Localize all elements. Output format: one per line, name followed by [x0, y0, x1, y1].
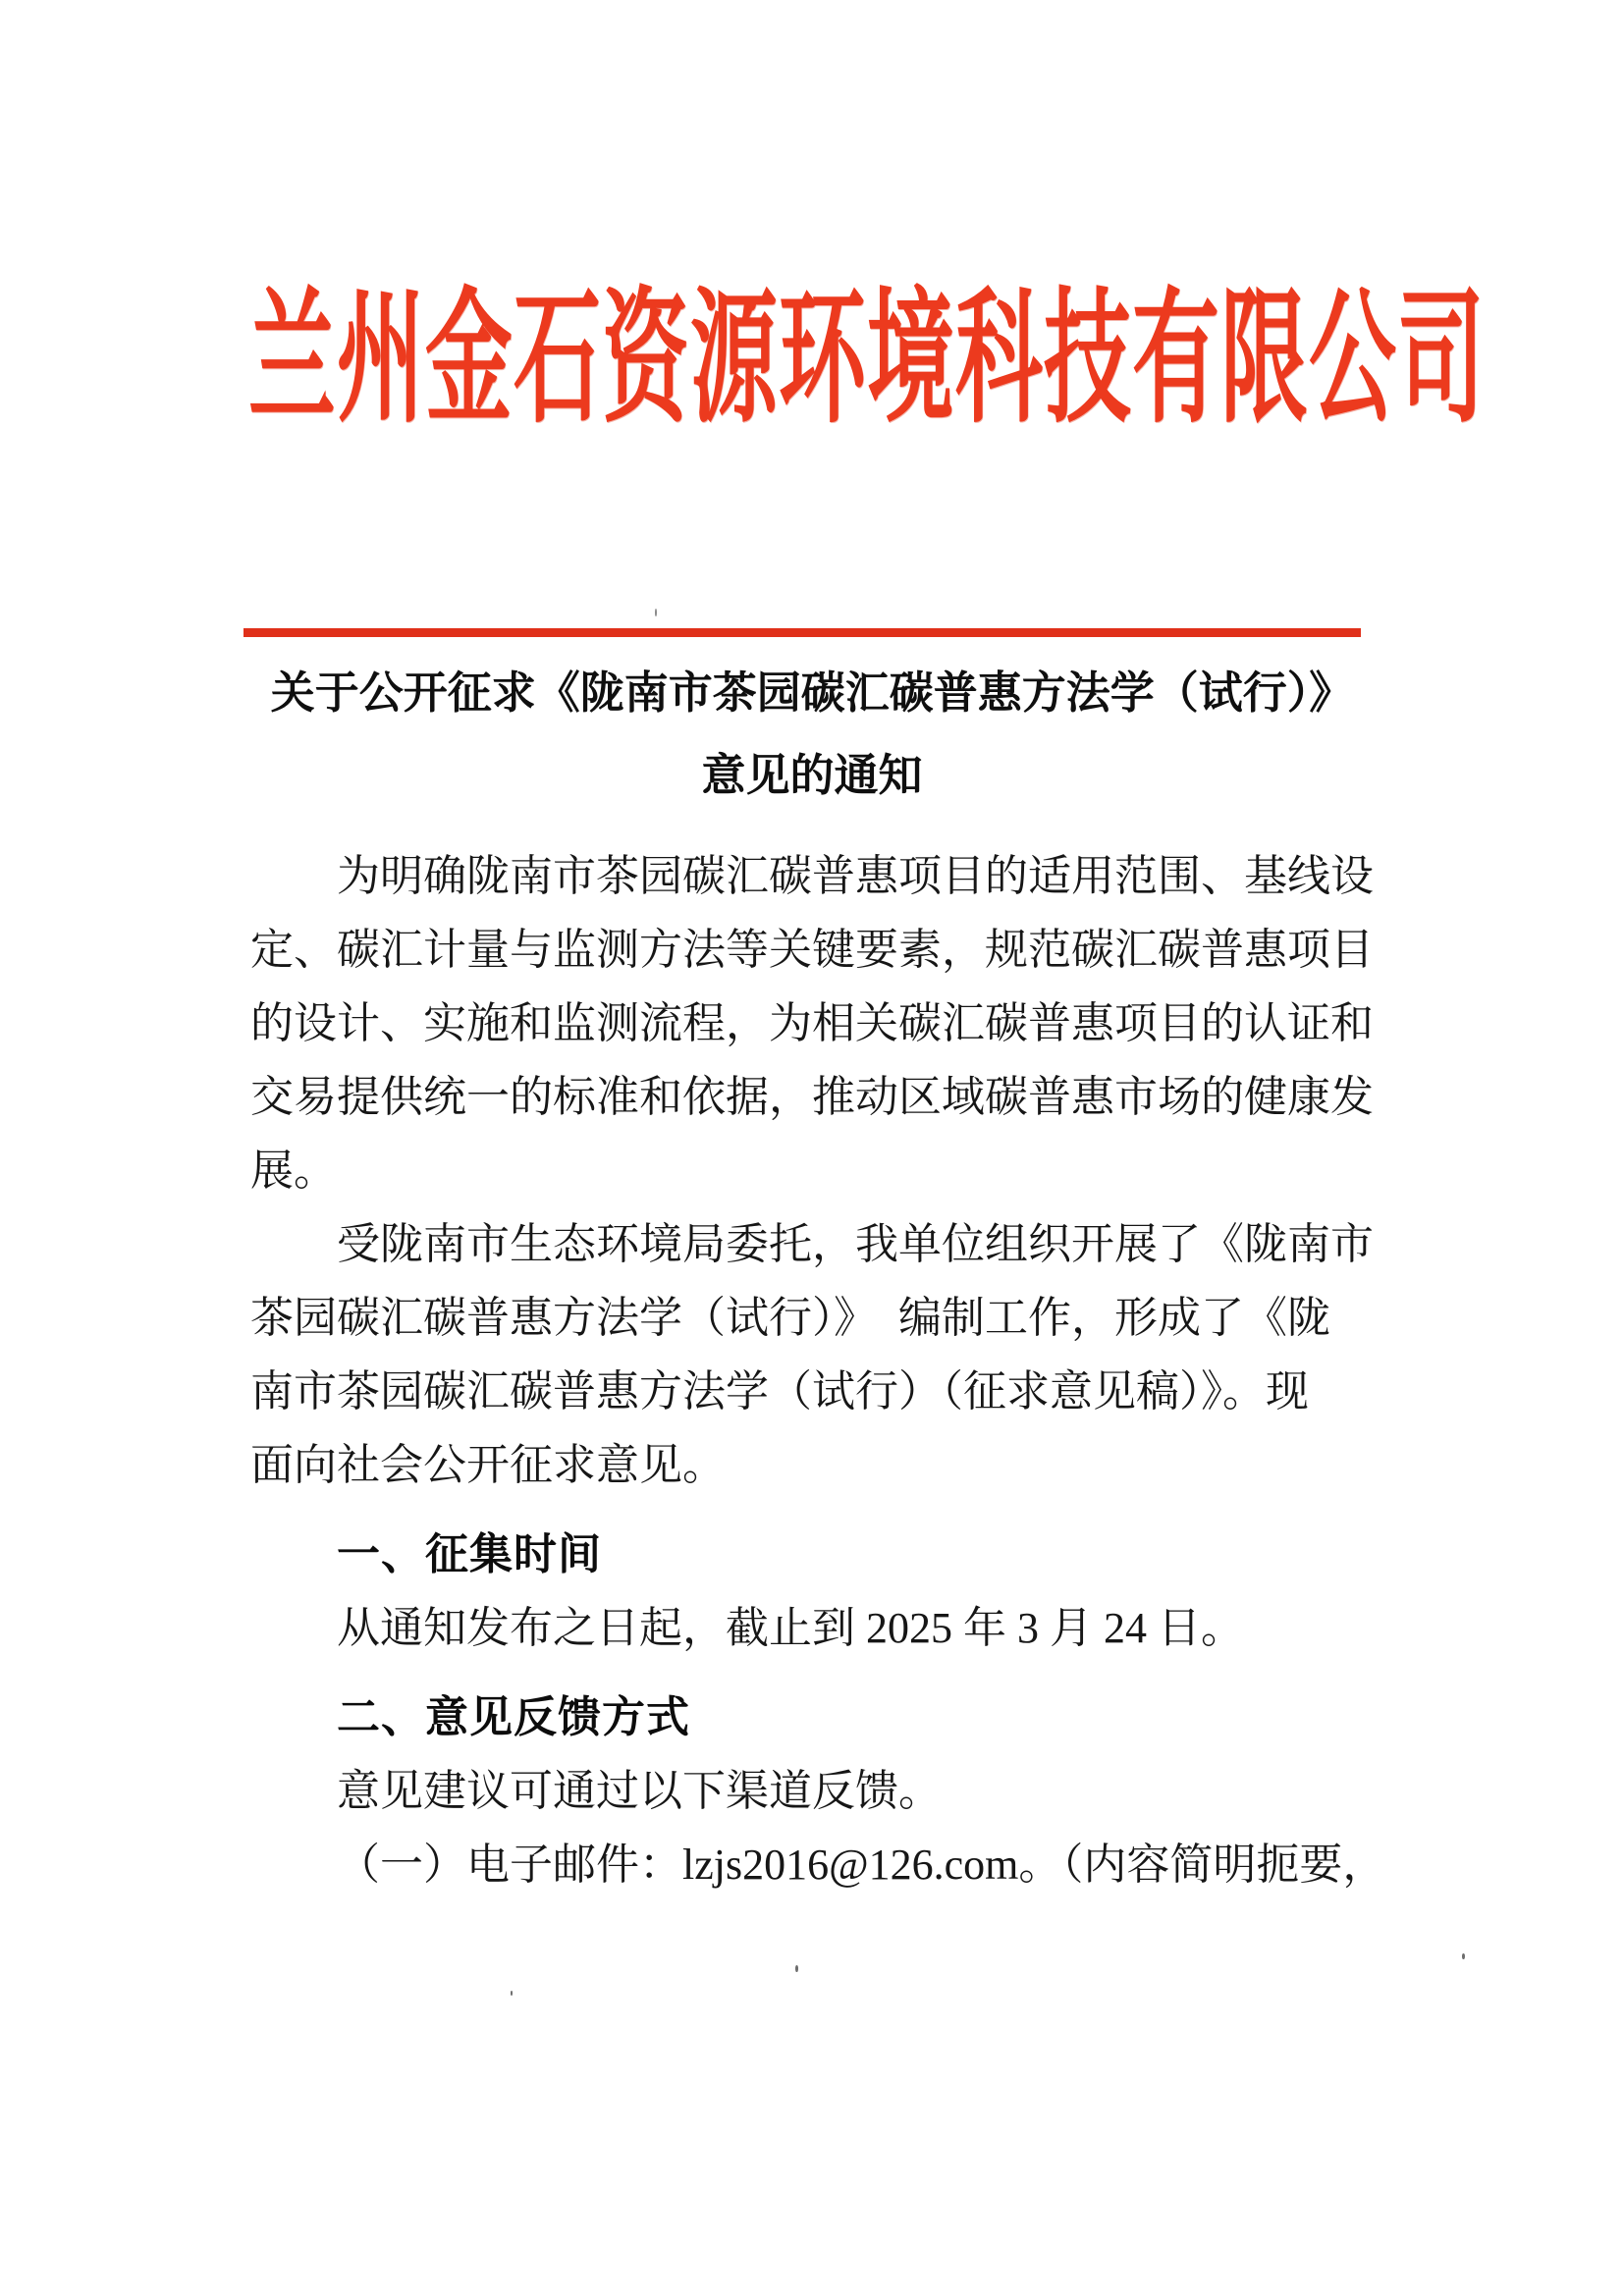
- body-line: 茶园碳汇碳普惠方法学（试行）》 编制工作，形成了《陇: [250, 1294, 1330, 1342]
- body-line: 定、碳汇计量与监测方法等关键要素，规范碳汇碳普惠项目: [250, 926, 1374, 974]
- letterhead-rule: [243, 628, 1361, 637]
- document-title-line-1: 关于公开征求《陇南市茶园碳汇碳普惠方法学（试行）》: [270, 668, 1354, 718]
- document-title: [248, 652, 1376, 817]
- section-2-heading: 二、意见反馈方式: [337, 1693, 690, 1741]
- document-body: [250, 839, 1386, 1901]
- email-channel-line: [250, 1828, 1386, 1901]
- email-address: lzjs2016@126.com: [682, 1841, 1019, 1889]
- section-1-heading: 一、征集时间: [337, 1530, 602, 1578]
- body-line: 展。: [250, 1147, 337, 1195]
- scan-speck: [795, 1965, 798, 1972]
- feedback-intro-line: 意见建议可通过以下渠道反馈。: [337, 1767, 942, 1815]
- document-title-line-2: 意见的通知: [701, 751, 923, 800]
- body-line: 为明确陇南市茶园碳汇碳普惠项目的适用范围、基线设: [337, 852, 1374, 900]
- collection-period-line: 从通知发布之日起，截止到 2025 年 3 月 24 日。: [337, 1604, 1244, 1652]
- body-line: 面向社会公开征求意见。: [250, 1441, 726, 1489]
- letterhead-company-name: 兰州金石资源环境科技有限公司: [248, 280, 1486, 441]
- body-line: 的设计、实施和监测流程，为相关碳汇碳普惠项目的认证和: [250, 999, 1374, 1047]
- email-channel-suffix: 。（内容简明扼要，: [1018, 1841, 1386, 1889]
- scan-speck: [655, 609, 657, 616]
- scan-speck: [511, 1991, 513, 1996]
- body-line: 受陇南市生态环境局委托，我单位组织开展了《陇南市: [337, 1220, 1374, 1268]
- email-channel-prefix: （一）电子邮件：: [337, 1841, 682, 1889]
- body-line: 交易提供统一的标准和依据，推动区域碳普惠市场的健康发: [250, 1073, 1374, 1121]
- body-line: 南市茶园碳汇碳普惠方法学（试行）（征求意见稿）》。现: [250, 1367, 1309, 1415]
- scan-speck: [1462, 1953, 1465, 1959]
